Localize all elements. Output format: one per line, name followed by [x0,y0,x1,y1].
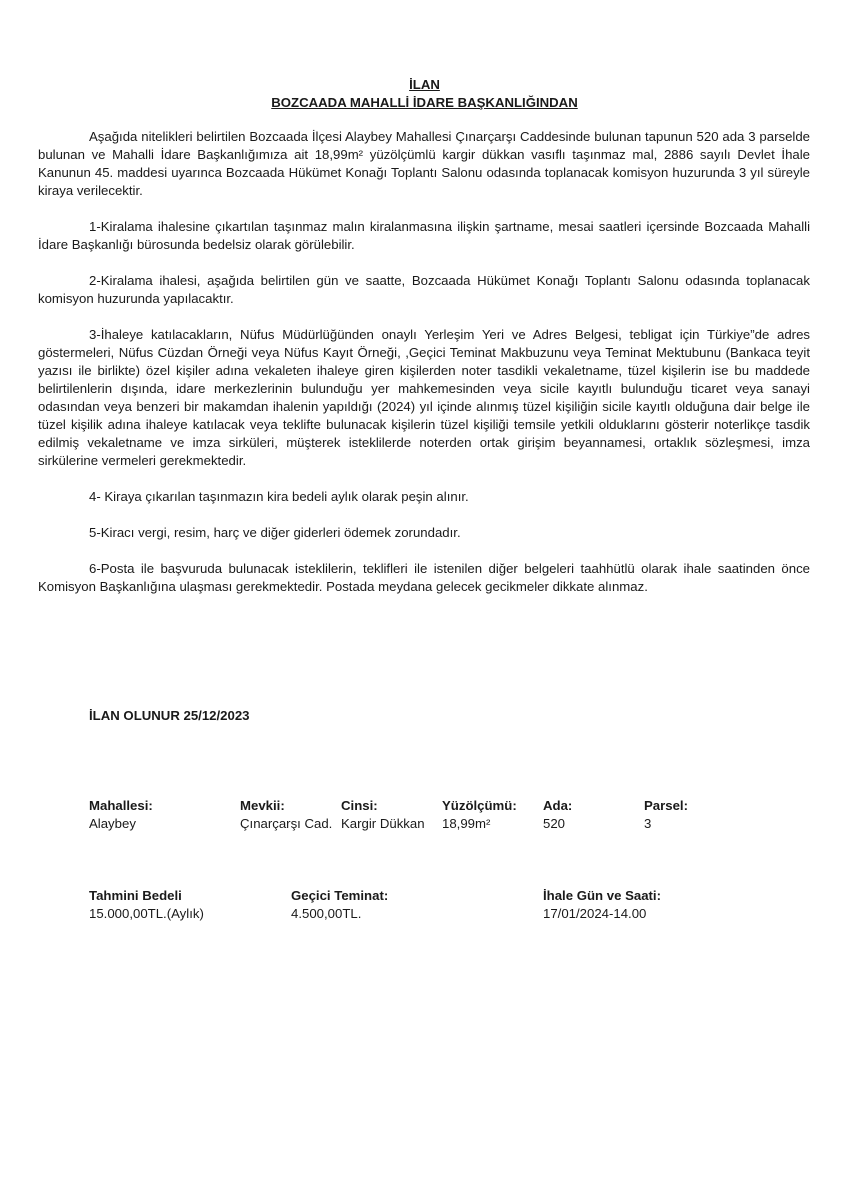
property-yuzolcumu-label: Yüzölçümü: [442,798,517,813]
property-cinsi [341,797,425,833]
announcement-date: İLAN OLUNUR 25/12/2023 [89,708,250,723]
paragraph-2: 2-Kiralama ihalesi, aşağıda belirtilen gün ve saatte, Bozcaada Hükümet Konağı Toplantı Salonu odasında toplanacak komisyon huzurunda yapılacaktır. [38,273,810,306]
paragraph-6: 6-Posta ile başvuruda bulunacak isteklilerin, teklifleri ile istenilen diğer belgeleri taahhütlü olarak ihale saatinden önce Komisyon Başkanlığına ulaşması gerekmektedir. Postada meydana gelecek gecikmeler dikkate alınmaz. [38,561,810,594]
document-subtitle: BOZCAADA MAHALLİ İDARE BAŞKANLIĞINDAN [271,95,578,110]
property-mevki [240,797,332,833]
pricing-teminat-label: Geçici Teminat: [291,888,389,903]
document-body [38,128,810,614]
property-parsel-value: 3 [644,816,652,831]
property-ada-label: Ada: [543,798,573,813]
property-yuzolcumu-value: 18,99m² [442,816,491,831]
property-mahalle-value: Alaybey [89,816,136,831]
property-ada [543,797,572,833]
pricing-ihale-value: 17/01/2024-14.00 [543,906,647,921]
property-parsel-label: Parsel: [644,798,688,813]
pricing-tahmini [89,887,204,923]
property-cinsi-label: Cinsi: [341,798,378,813]
pricing-ihale [543,887,661,923]
property-mahalle [89,797,153,833]
property-ada-value: 520 [543,816,566,831]
paragraph-1: 1-Kiralama ihalesine çıkartılan taşınmaz malın kiralanmasına ilişkin şartname, mesai saatleri içersinde Bozcaada Mahalli İdare Başkanlığı bürosunda bedelsiz olarak görülebilir. [38,219,810,252]
property-mahalle-label: Mahallesi: [89,798,153,813]
paragraph-4: 4- Kiraya çıkarılan taşınmazın kira bedeli aylık olarak peşin alınır. [89,489,469,504]
property-yuzolcumu [442,797,517,833]
document-header [0,76,849,112]
property-mevki-value: Çınarçarşı Cad. [240,816,333,831]
paragraph-5: 5-Kiracı vergi, resim, harç ve diğer giderleri ödemek zorundadır. [89,525,461,540]
pricing-ihale-label: İhale Gün ve Saati: [543,888,661,903]
pricing-teminat-value: 4.500,00TL. [291,906,362,921]
pricing-tahmini-value: 15.000,00TL.(Aylık) [89,906,204,921]
pricing-tahmini-label: Tahmini Bedeli [89,888,182,903]
property-parsel [644,797,688,833]
property-cinsi-value: Kargir Dükkan [341,816,425,831]
property-mevki-label: Mevkii: [240,798,285,813]
paragraph-3: 3-İhaleye katılacakların, Nüfus Müdürlüğünden onaylı Yerleşim Yeri ve Adres Belgesi, tebligat için Türkiye”de adres göstermeleri, Nüfus Cüzdan Örneği veya Nüfus Kayıt Örneği, ,Geçici Teminat Makbuzunu veya Teminat Mektubunu (Bankaca teyit yazısı ile birlikte) özel kişiler adına vekaleten ihaleye giren kişilerden noter tasdikli vekaletname, tüzel kişilerin ise bu maddede belirtilenlerin dışında, idare merkezlerinin bulunduğu yer mahkemesinden veya sicile kayıtlı bulunduğu ticaret veya sanayi odasından veya benzeri bir makamdan ihalenin yapıldığı (2024) yıl içinde alınmış tüzel kişiliğin sicile kayıtlı olduğuna dair belge ile tüzel kişilik adına ihaleye katılacak veya teklifte bulunacak kişilerin tüzel kişiliği temsile yetkili olduklarını gösterir noterlikçe tasdik edilmiş vekaletname ve imza sirküleri, müşterek isteklilerde noterden ortak girişim beyannamesi, ortaklık sözleşmesi, imza sirkülerine vermeleri gerekmektedir. [38,327,810,468]
pricing-teminat [291,887,388,923]
paragraph-intro: Aşağıda nitelikleri belirtilen Bozcaada İlçesi Alaybey Mahallesi Çınarçarşı Caddesinde bulunan tapunun 520 ada 3 parselde bulunan ve Mahalli İdare Başkanlığımıza ait 18,99m² yüzölçümlü kargir dükkan vasıflı taşınmaz mal, 2886 sayılı Devlet İhale Kanunun 45. maddesi uyarınca Bozcaada Hükümet Konağı Toplantı Salonu odasında toplanacak komisyon huzurunda 3 yıl süreyle kiraya verilecektir. [38,129,810,198]
document-title: İLAN [409,77,440,92]
